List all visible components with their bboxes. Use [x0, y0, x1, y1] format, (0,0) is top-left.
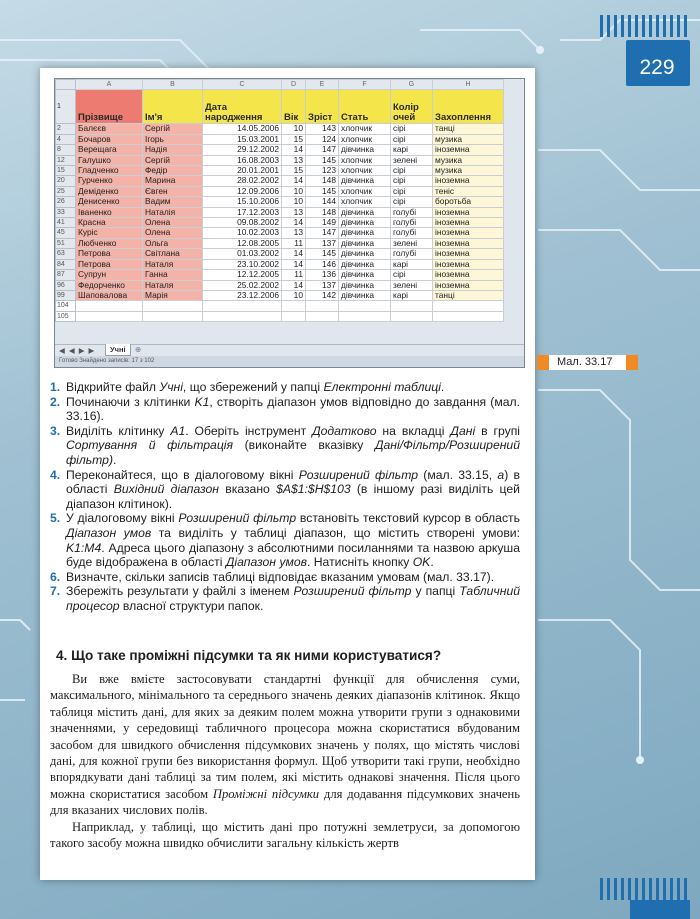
table-cell[interactable]: іноземна: [433, 238, 504, 248]
table-row: [56, 301, 504, 311]
row-number[interactable]: 12: [56, 155, 76, 165]
table-cell[interactable]: Ольга: [143, 238, 203, 248]
row-number[interactable]: 41: [56, 218, 76, 228]
status-bar: Готово Знайдено записів: 17 з 102: [55, 356, 524, 367]
table-cell[interactable]: 148: [306, 176, 339, 186]
table-cell[interactable]: дівчинка: [339, 207, 391, 217]
row-number[interactable]: 2: [56, 124, 76, 134]
section-heading: 4. Що таке проміжні підсумки та як ними користуватися?: [56, 648, 442, 663]
table-cell[interactable]: дівчинка: [339, 228, 391, 238]
table-cell[interactable]: 09.08.2002: [203, 218, 282, 228]
caption-marker: [537, 355, 549, 370]
paragraph: Ви вже вмієте застосовувати стандартні функції для обчислення суми, максимального, мінімального та середнього значень деяких діапазонів клітинок. Якщо таблиця містить дані, для яких за деяким полем можна утворити групи з однаковими значеннями, у середовищі табличного процесора можна скористатися вбудованим засобом для швидкого обчислення підсумкових значень у полях, що містять числові дані, для кожної групи без використання формул. Щоб утворити такі групи, необхідно впорядкувати дані таблиці за тим полем, які містить однакові значення. Після цього можна скористатися засобом Проміжні підсумки для додавання підсумкових значень для вказаних числових полів.: [50, 672, 520, 818]
table-cell[interactable]: 12.08.2005: [203, 238, 282, 248]
column-header[interactable]: G: [391, 80, 433, 90]
table-cell[interactable]: іноземна: [433, 218, 504, 228]
table-row: [56, 311, 504, 321]
table-cell[interactable]: танці: [433, 290, 504, 300]
table-cell[interactable]: дівчинка: [339, 145, 391, 155]
page-number: 229: [639, 56, 675, 79]
table-cell[interactable]: [339, 311, 391, 321]
table-cell[interactable]: 144: [306, 197, 339, 207]
row-number[interactable]: 96: [56, 280, 76, 290]
step-text: У діалоговому вікні Розширений фільтр встановіть текстовий курсор в область Діапазон умов та виділіть у таблиці діапазон, що містить створені умови: K1:M4. Адреса цього діапазону з абсолютними посиланнями та назвою аркуша буде відображена в області Діапазон умов. Натисніть кнопку OK.: [66, 511, 520, 570]
table-cell[interactable]: хлопчик: [339, 197, 391, 207]
spreadsheet-figure: [54, 78, 525, 368]
table-cell[interactable]: [433, 301, 504, 311]
table-cell[interactable]: 12.12.2005: [203, 270, 282, 280]
table-cell[interactable]: іноземна: [433, 145, 504, 155]
instruction-steps: [50, 380, 520, 614]
row-number[interactable]: 20: [56, 176, 76, 186]
table-cell[interactable]: хлопчик: [339, 166, 391, 176]
header-cell[interactable]: Дата народження: [203, 90, 282, 124]
table-row: [56, 259, 504, 269]
row-number[interactable]: 33: [56, 207, 76, 217]
table-cell[interactable]: 13: [282, 228, 306, 238]
column-header[interactable]: D: [282, 80, 306, 90]
table-cell[interactable]: 10: [282, 124, 306, 134]
table-cell[interactable]: сірі: [391, 166, 433, 176]
table-cell[interactable]: Федір: [143, 166, 203, 176]
row-number[interactable]: 63: [56, 249, 76, 259]
spreadsheet-body: [56, 124, 504, 322]
table-cell[interactable]: Верещага: [76, 145, 143, 155]
table-cell[interactable]: хлопчик: [339, 155, 391, 165]
paragraph: Наприклад, у таблиці, що містить дані про потужні землетруси, за допомогою такого засобу можна швидко обчислити загальну кількість жертв: [50, 819, 520, 851]
list-item: [50, 395, 520, 424]
table-header-row: [56, 90, 504, 124]
table-cell[interactable]: [391, 311, 433, 321]
table-cell[interactable]: Олена: [143, 218, 203, 228]
table-row: [56, 166, 504, 176]
list-item: [50, 584, 520, 613]
table-cell[interactable]: 23.12.2006: [203, 290, 282, 300]
table-cell[interactable]: сірі: [391, 197, 433, 207]
table-cell[interactable]: зелені: [391, 238, 433, 248]
table-cell[interactable]: Марія: [143, 290, 203, 300]
table-cell[interactable]: 137: [306, 280, 339, 290]
page-sheet: [40, 68, 535, 880]
table-cell[interactable]: 145: [306, 249, 339, 259]
table-cell[interactable]: 14: [282, 218, 306, 228]
header-cell[interactable]: Стать: [339, 90, 391, 124]
table-cell[interactable]: боротьба: [433, 197, 504, 207]
table-cell[interactable]: Петрова: [76, 259, 143, 269]
table-cell[interactable]: 142: [306, 290, 339, 300]
table-row: [56, 270, 504, 280]
row-number[interactable]: 1: [56, 90, 76, 124]
column-header[interactable]: F: [339, 80, 391, 90]
table-cell[interactable]: карі: [391, 145, 433, 155]
table-row: [56, 238, 504, 248]
table-cell[interactable]: 14: [282, 176, 306, 186]
table-cell[interactable]: 20.01.2001: [203, 166, 282, 176]
header-cell[interactable]: Захоплення: [433, 90, 504, 124]
sheet-tab-pupils[interactable]: Учні: [105, 344, 131, 356]
table-cell[interactable]: 14: [282, 280, 306, 290]
table-cell[interactable]: 14.05.2006: [203, 124, 282, 134]
table-cell[interactable]: голубі: [391, 249, 433, 259]
table-cell[interactable]: 145: [306, 186, 339, 196]
table-cell[interactable]: дівчинка: [339, 218, 391, 228]
table-cell[interactable]: [282, 311, 306, 321]
table-row: [56, 207, 504, 217]
table-cell[interactable]: 143: [306, 124, 339, 134]
table-cell[interactable]: іноземна: [433, 249, 504, 259]
table-cell[interactable]: зелені: [391, 155, 433, 165]
table-row: [56, 249, 504, 259]
table-cell[interactable]: дівчинка: [339, 280, 391, 290]
table-cell[interactable]: 16.08.2003: [203, 155, 282, 165]
table-cell[interactable]: 136: [306, 270, 339, 280]
table-cell[interactable]: 15.10.2006: [203, 197, 282, 207]
table-cell[interactable]: іноземна: [433, 270, 504, 280]
table-row: [56, 290, 504, 300]
table-cell[interactable]: Марина: [143, 176, 203, 186]
row-number[interactable]: 15: [56, 166, 76, 176]
table-cell[interactable]: 10.02.2003: [203, 228, 282, 238]
table-cell[interactable]: дівчинка: [339, 290, 391, 300]
table-cell[interactable]: дівчинка: [339, 176, 391, 186]
table-cell[interactable]: 11: [282, 270, 306, 280]
list-item: [50, 511, 520, 569]
step-number: 7.: [50, 584, 61, 599]
table-cell[interactable]: Бочаров: [76, 134, 143, 144]
figure-caption-text: Мал. 33.17: [557, 356, 613, 368]
table-cell[interactable]: [143, 311, 203, 321]
table-cell[interactable]: сірі: [391, 134, 433, 144]
table-cell[interactable]: сірі: [391, 124, 433, 134]
table-cell[interactable]: 17.12.2003: [203, 207, 282, 217]
sheet-nav-arrows-icon[interactable]: ◀ ◀ ▶ ▶: [59, 346, 96, 355]
table-cell[interactable]: 137: [306, 238, 339, 248]
list-item: [50, 570, 520, 585]
table-cell[interactable]: 14: [282, 249, 306, 259]
table-cell[interactable]: карі: [391, 259, 433, 269]
table-cell[interactable]: Федорченко: [76, 280, 143, 290]
table-row: [56, 176, 504, 186]
table-cell[interactable]: [143, 301, 203, 311]
row-number[interactable]: 99: [56, 290, 76, 300]
table-cell[interactable]: карі: [391, 290, 433, 300]
table-cell[interactable]: Ганна: [143, 270, 203, 280]
column-header[interactable]: C: [203, 80, 282, 90]
table-cell[interactable]: Любченко: [76, 238, 143, 248]
table-cell[interactable]: музика: [433, 134, 504, 144]
row-number[interactable]: 8: [56, 145, 76, 155]
table-cell[interactable]: 123: [306, 166, 339, 176]
table-cell[interactable]: 13: [282, 155, 306, 165]
table-cell[interactable]: [203, 311, 282, 321]
table-row: [56, 228, 504, 238]
table-cell[interactable]: 23.10.2002: [203, 259, 282, 269]
new-sheet-icon[interactable]: ⊕: [135, 345, 142, 354]
table-cell[interactable]: Шаповалова: [76, 290, 143, 300]
table-row: [56, 218, 504, 228]
table-cell[interactable]: сірі: [391, 186, 433, 196]
row-number[interactable]: 26: [56, 197, 76, 207]
table-row: [56, 280, 504, 290]
header-cell[interactable]: Зріст: [306, 90, 339, 124]
table-cell[interactable]: Наталія: [143, 207, 203, 217]
sheet-tab-bar: [55, 344, 524, 356]
table-cell[interactable]: 124: [306, 134, 339, 144]
caption-marker: [626, 355, 638, 370]
table-cell[interactable]: 146: [306, 259, 339, 269]
table-cell[interactable]: 145: [306, 155, 339, 165]
table-cell[interactable]: голубі: [391, 218, 433, 228]
table-cell[interactable]: Деміденко: [76, 186, 143, 196]
table-cell[interactable]: голубі: [391, 228, 433, 238]
table-cell[interactable]: Надія: [143, 145, 203, 155]
table-cell[interactable]: Супрун: [76, 270, 143, 280]
step-text: Відкрийте файл Учні, що збережений у папці Електронні таблиці.: [66, 380, 445, 394]
table-cell[interactable]: іноземна: [433, 228, 504, 238]
list-item: [50, 380, 520, 395]
step-text: Переконайтеся, що в діалоговому вікні Розширений фільтр (мал. 33.15, а) в області Вихідний діапазон вказано $A$1:$H$103 (в іншому разі виділіть цей діапазон клітинок).: [66, 467, 520, 511]
table-cell[interactable]: 10: [282, 290, 306, 300]
table-cell[interactable]: Гурченко: [76, 176, 143, 186]
table-row: [56, 124, 504, 134]
table-cell[interactable]: 15: [282, 134, 306, 144]
table-cell[interactable]: хлопчик: [339, 124, 391, 134]
header-cell[interactable]: Вік: [282, 90, 306, 124]
row-number[interactable]: 87: [56, 270, 76, 280]
table-row: [56, 134, 504, 144]
step-text: Збережіть результати у файлі з іменем Розширений фільтр у папці Табличний процесор власної структури папок.: [66, 584, 520, 613]
row-number[interactable]: 45: [56, 228, 76, 238]
list-item: [50, 424, 520, 468]
table-cell[interactable]: Денисенко: [76, 197, 143, 207]
header-cell[interactable]: Прізвище: [76, 90, 143, 124]
table-cell[interactable]: [203, 301, 282, 311]
table-cell[interactable]: 12.09.2006: [203, 186, 282, 196]
table-cell[interactable]: [391, 301, 433, 311]
body-text: [50, 671, 520, 851]
table-cell[interactable]: дівчинка: [339, 238, 391, 248]
table-cell[interactable]: Наталя: [143, 280, 203, 290]
table-cell[interactable]: [76, 301, 143, 311]
table-cell[interactable]: Сергій: [143, 124, 203, 134]
step-number: 4.: [50, 467, 61, 482]
table-cell[interactable]: 147: [306, 228, 339, 238]
row-number[interactable]: 25: [56, 186, 76, 196]
table-cell[interactable]: 13: [282, 207, 306, 217]
header-cell[interactable]: Ім'я: [143, 90, 203, 124]
table-cell[interactable]: Олена: [143, 228, 203, 238]
table-row: [56, 145, 504, 155]
table-cell[interactable]: голубі: [391, 207, 433, 217]
table-cell[interactable]: [306, 311, 339, 321]
column-header[interactable]: B: [143, 80, 203, 90]
table-cell[interactable]: [282, 301, 306, 311]
table-cell[interactable]: іноземна: [433, 280, 504, 290]
table-cell[interactable]: 10: [282, 197, 306, 207]
table-cell[interactable]: музика: [433, 155, 504, 165]
row-number[interactable]: 105: [56, 311, 76, 321]
list-item: [50, 468, 520, 512]
table-cell[interactable]: Іваненко: [76, 207, 143, 217]
select-all-corner[interactable]: [56, 80, 76, 90]
step-number: 1.: [50, 380, 61, 394]
figure-caption: [537, 355, 638, 370]
row-number[interactable]: 4: [56, 134, 76, 144]
table-cell[interactable]: дівчинка: [339, 270, 391, 280]
table-cell[interactable]: 25.02.2002: [203, 280, 282, 290]
row-number[interactable]: 84: [56, 259, 76, 269]
column-header[interactable]: H: [433, 80, 504, 90]
table-cell[interactable]: [339, 301, 391, 311]
table-cell[interactable]: Петрова: [76, 249, 143, 259]
table-cell[interactable]: 01.03.2002: [203, 249, 282, 259]
table-cell[interactable]: сірі: [391, 270, 433, 280]
table-cell[interactable]: теніс: [433, 186, 504, 196]
step-number: 6.: [50, 569, 61, 584]
table-cell[interactable]: Гладченко: [76, 166, 143, 176]
table-cell[interactable]: Балєєв: [76, 124, 143, 134]
column-header-row: [56, 80, 504, 90]
table-cell[interactable]: 149: [306, 218, 339, 228]
table-row: [56, 186, 504, 196]
table-cell[interactable]: 28.02.2002: [203, 176, 282, 186]
table-cell[interactable]: іноземна: [433, 207, 504, 217]
step-number: 2.: [50, 394, 61, 409]
table-cell[interactable]: Євген: [143, 186, 203, 196]
column-header[interactable]: A: [76, 80, 143, 90]
table-cell[interactable]: хлопчик: [339, 134, 391, 144]
table-cell[interactable]: сірі: [391, 176, 433, 186]
table-cell[interactable]: Сергій: [143, 155, 203, 165]
table-cell[interactable]: хлопчик: [339, 186, 391, 196]
spreadsheet-table: [55, 79, 504, 322]
table-row: [56, 197, 504, 207]
table-cell[interactable]: іноземна: [433, 176, 504, 186]
table-cell[interactable]: 14: [282, 259, 306, 269]
header-cell[interactable]: Колір очей: [391, 90, 433, 124]
table-cell[interactable]: 15.03.2001: [203, 134, 282, 144]
step-number: 5.: [50, 511, 61, 526]
table-cell[interactable]: зелені: [391, 280, 433, 290]
table-cell[interactable]: Галушко: [76, 155, 143, 165]
table-cell[interactable]: 14: [282, 145, 306, 155]
column-header[interactable]: E: [306, 80, 339, 90]
table-cell[interactable]: 11: [282, 238, 306, 248]
step-text: Визначте, скільки записів таблиці відповідає вказаним умовам (мал. 33.17).: [66, 569, 495, 584]
table-cell[interactable]: Світлана: [143, 249, 203, 259]
step-text: Виділіть клітинку A1. Оберіть інструмент Додатково на вкладці Дані в групі Сортування й фільтрація (виконайте вказівку Дані/Фільтр/Розширений фільтр).: [66, 423, 520, 467]
row-number[interactable]: 51: [56, 238, 76, 248]
table-row: [56, 155, 504, 165]
table-cell[interactable]: Красна: [76, 218, 143, 228]
table-cell[interactable]: [306, 301, 339, 311]
table-cell[interactable]: 15: [282, 166, 306, 176]
row-number[interactable]: 104: [56, 301, 76, 311]
table-cell[interactable]: дівчинка: [339, 249, 391, 259]
table-cell[interactable]: Наталя: [143, 259, 203, 269]
step-number: 3.: [50, 423, 61, 438]
table-cell[interactable]: 29.12.2002: [203, 145, 282, 155]
table-cell[interactable]: [433, 311, 504, 321]
table-cell[interactable]: музика: [433, 166, 504, 176]
table-cell[interactable]: танці: [433, 124, 504, 134]
table-cell[interactable]: Ігорь: [143, 134, 203, 144]
table-cell[interactable]: іноземна: [433, 259, 504, 269]
table-cell[interactable]: Вадим: [143, 197, 203, 207]
table-cell[interactable]: 10: [282, 186, 306, 196]
step-text: Починаючи з клітинки K1, створіть діапазон умов відповідно до завдання (мал. 33.16).: [66, 394, 520, 424]
table-cell[interactable]: дівчинка: [339, 259, 391, 269]
table-cell[interactable]: Куріс: [76, 228, 143, 238]
table-cell[interactable]: 147: [306, 145, 339, 155]
table-cell[interactable]: [76, 311, 143, 321]
table-cell[interactable]: 148: [306, 207, 339, 217]
